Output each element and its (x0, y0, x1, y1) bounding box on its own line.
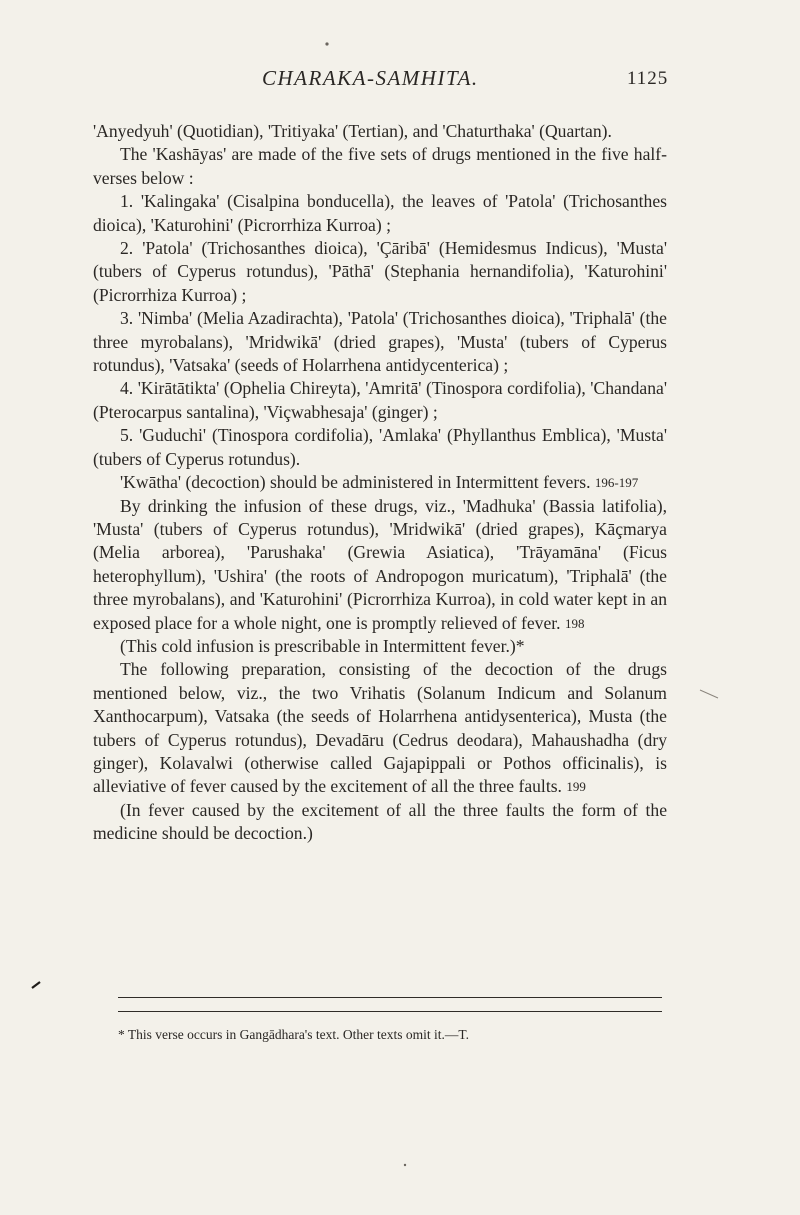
page-header (0, 66, 800, 96)
running-title: CHARAKA-SAMHITA. (262, 66, 479, 90)
body-text (93, 120, 667, 846)
list-item-set-2: 2. 'Patola' (Trichosanthes dioica), 'Çāribā' (Hemidesmus Indicus), 'Musta' (tubers of Cyperus rotundus), 'Pāthā' (Stephania hernandifolia), 'Katurohini' (Picrorrhiza Kurroa) ; (93, 238, 667, 305)
list-item-set-3: 3. 'Nimba' (Melia Azadirachta), 'Patola' (Trichosanthes dioica), 'Triphalā' (the three myrobalans), 'Mridwikā' (dried grapes), 'Musta' (tubers of Cyperus rotundus), 'Vatsaka' (seeds of Holarrhena antidycenterica) ; (93, 308, 667, 376)
paragraph-cold-infusion-note: (This cold infusion is prescribable in Intermittent fever.)* (120, 635, 525, 656)
paragraph-decoction-note: (In fever caused by the excitement of all the three faults the form of the medicine should be decoction.) (93, 799, 667, 844)
footnote: * This verse occurs in Gangādhara's text. Other texts omit it.—T. (118, 1027, 469, 1042)
paragraph-kwatha-text: 'Kwātha' (decoction) should be administered in Intermittent fevers. (120, 472, 591, 493)
footnote-rule-top (118, 997, 662, 998)
paragraph-infusion-text: By drinking the infusion of these drugs, viz., 'Madhuka' (Bassia latifolia), 'Musta' (tubers of Cyperus rotundus), 'Mridwikā' (dried grapes), Kāçmarya (Melia arborea), 'Parushaka' (Grewia Asiatica), 'Trāyamāna' (Ficus heterophyllum), 'Ushira' (the roots of Andropogon muricatum), 'Triphalā' (the three myrobalans), and 'Katurohini' (Picrorrhiza Kurroa), in cold water kept in an exposed place for a whole night, one is promptly relieved of fever. (93, 495, 667, 633)
verse-number-199: 199 (566, 779, 586, 795)
verse-number-198: 198 (564, 615, 585, 631)
list-item-set-5: 5. 'Guduchi' (Tinospora cordifolia), 'Amlaka' (Phyllanthus Emblica), 'Musta' (tubers of Cyperus rotundus). (93, 425, 667, 469)
page-number: 1125 (627, 68, 669, 89)
list-item-set-4: 4. 'Kirātātikta' (Ophelia Chireyta), 'Amritā' (Tinospora cordifolia), 'Chandana' (Pterocarpus santalina), 'Viçwabhesaja' (ginger) ; (93, 378, 667, 422)
paragraph-infusion (93, 495, 667, 635)
list-item-set-1: 1. 'Kalingaka' (Cisalpina bonducella), the leaves of 'Patola' (Trichosanthes dioica), 'Katurohini' (Picrorrhiza Kurroa) ; (93, 191, 667, 235)
paragraph-preparation (93, 658, 667, 798)
paragraph-kashayas-intro: The 'Kashāyas' are made of the five sets of drugs mentioned in the five half-verses below : (93, 144, 667, 188)
verse-number-196-197: 196-197 (594, 475, 639, 491)
paragraph-kwatha (93, 471, 667, 494)
paragraph-fever-types: 'Anyedyuh' (Quotidian), 'Tritiyaka' (Tertian), and 'Chaturthaka' (Quartan). (93, 121, 612, 141)
footnote-rule-bottom (118, 1011, 662, 1012)
paragraph-preparation-text: The following preparation, consisting of the decoction of the drugs mentioned below, viz., the two Vrihatis (Solanum Indicum and Solanum Xanthocarpum), Vatsaka (the seeds of Holarrhena antidysenterica), Musta (the tubers of Cyperus rotundus), Devadāru (Cedrus deodara), Mahaushadha (dry ginger), Kolavalwi (otherwise called Gajapippali or Pothos officinalis), is alleviative of fever caused by the excitement of all the three faults. (93, 659, 667, 797)
